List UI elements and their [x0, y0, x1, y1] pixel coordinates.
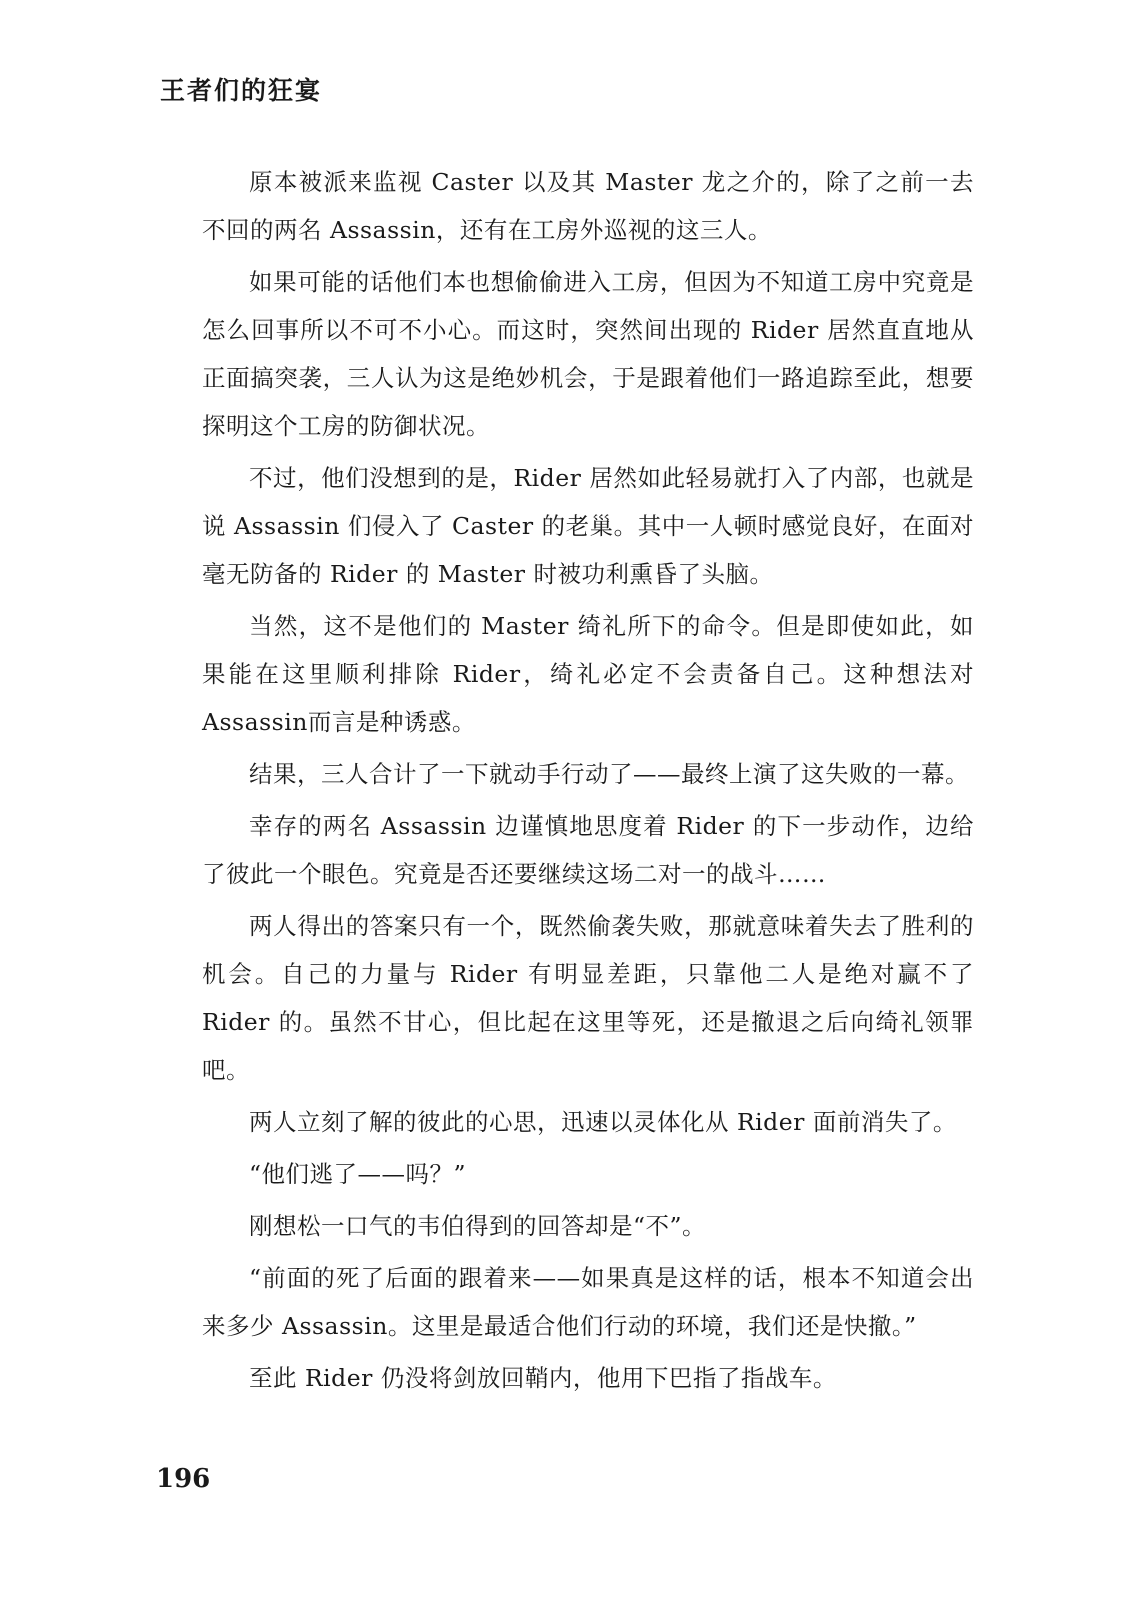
paragraph-4: 当然，这不是他们的 Master 绮礼所下的命令。但是即使如此，如果能在这里顺利排除 Rider，绮礼必定不会责备自己。这种想法对Assassin而言是种诱惑。: [202, 612, 974, 736]
paragraph-11: “前面的死了后面的跟着来——如果真是这样的话，根本不知道会出来多少 Assassin。这里是最适合他们行动的环境，我们还是快撤。”: [202, 1264, 974, 1340]
running-title: 王者们的狂宴: [160, 76, 323, 105]
paragraph-3: 不过，他们没想到的是，Rider 居然如此轻易就打入了内部，也就是说 Assassin 们侵入了 Caster 的老巢。其中一人顿时感觉良好，在面对毫无防备的 Rider 的 Master 时被功利熏昏了头脑。: [202, 464, 974, 588]
page-number: 196: [156, 1464, 211, 1494]
paragraph-7: 两人得出的答案只有一个，既然偷袭失败，那就意味着失去了胜利的机会。自己的力量与 Rider 有明显差距，只靠他二人是绝对赢不了 Rider 的。虽然不甘心，但比起在这里等死，还是撤退之后向绮礼领罪吧。: [202, 912, 974, 1084]
paragraph-1: 原本被派来监视 Caster 以及其 Master 龙之介的，除了之前一去不回的两名 Assassin，还有在工房外巡视的这三人。: [202, 168, 974, 244]
paragraph-5: 结果，三人合计了一下就动手行动了——最终上演了这失败的一幕。: [249, 760, 969, 788]
body-text: [202, 158, 974, 1406]
paragraph-9: “他们逃了——吗？”: [249, 1160, 467, 1188]
paragraph-8: 两人立刻了解的彼此的心思，迅速以灵体化从 Rider 面前消失了。: [249, 1108, 957, 1136]
paragraph-2: 如果可能的话他们本也想偷偷进入工房，但因为不知道工房中究竟是怎么回事所以不可不小心。而这时，突然间出现的 Rider 居然直直地从正面搞突袭，三人认为这是绝妙机会，于是跟着他们一路追踪至此，想要探明这个工房的防御状况。: [202, 268, 974, 440]
paragraph-6: 幸存的两名 Assassin 边谨慎地思度着 Rider 的下一步动作，边给了彼此一个眼色。究竟是否还要继续这场二对一的战斗……: [202, 812, 974, 888]
paragraph-12: 至此 Rider 仍没将剑放回鞘内，他用下巴指了指战车。: [249, 1364, 837, 1392]
paragraph-10: 刚想松一口气的韦伯得到的回答却是“不”。: [249, 1212, 707, 1240]
